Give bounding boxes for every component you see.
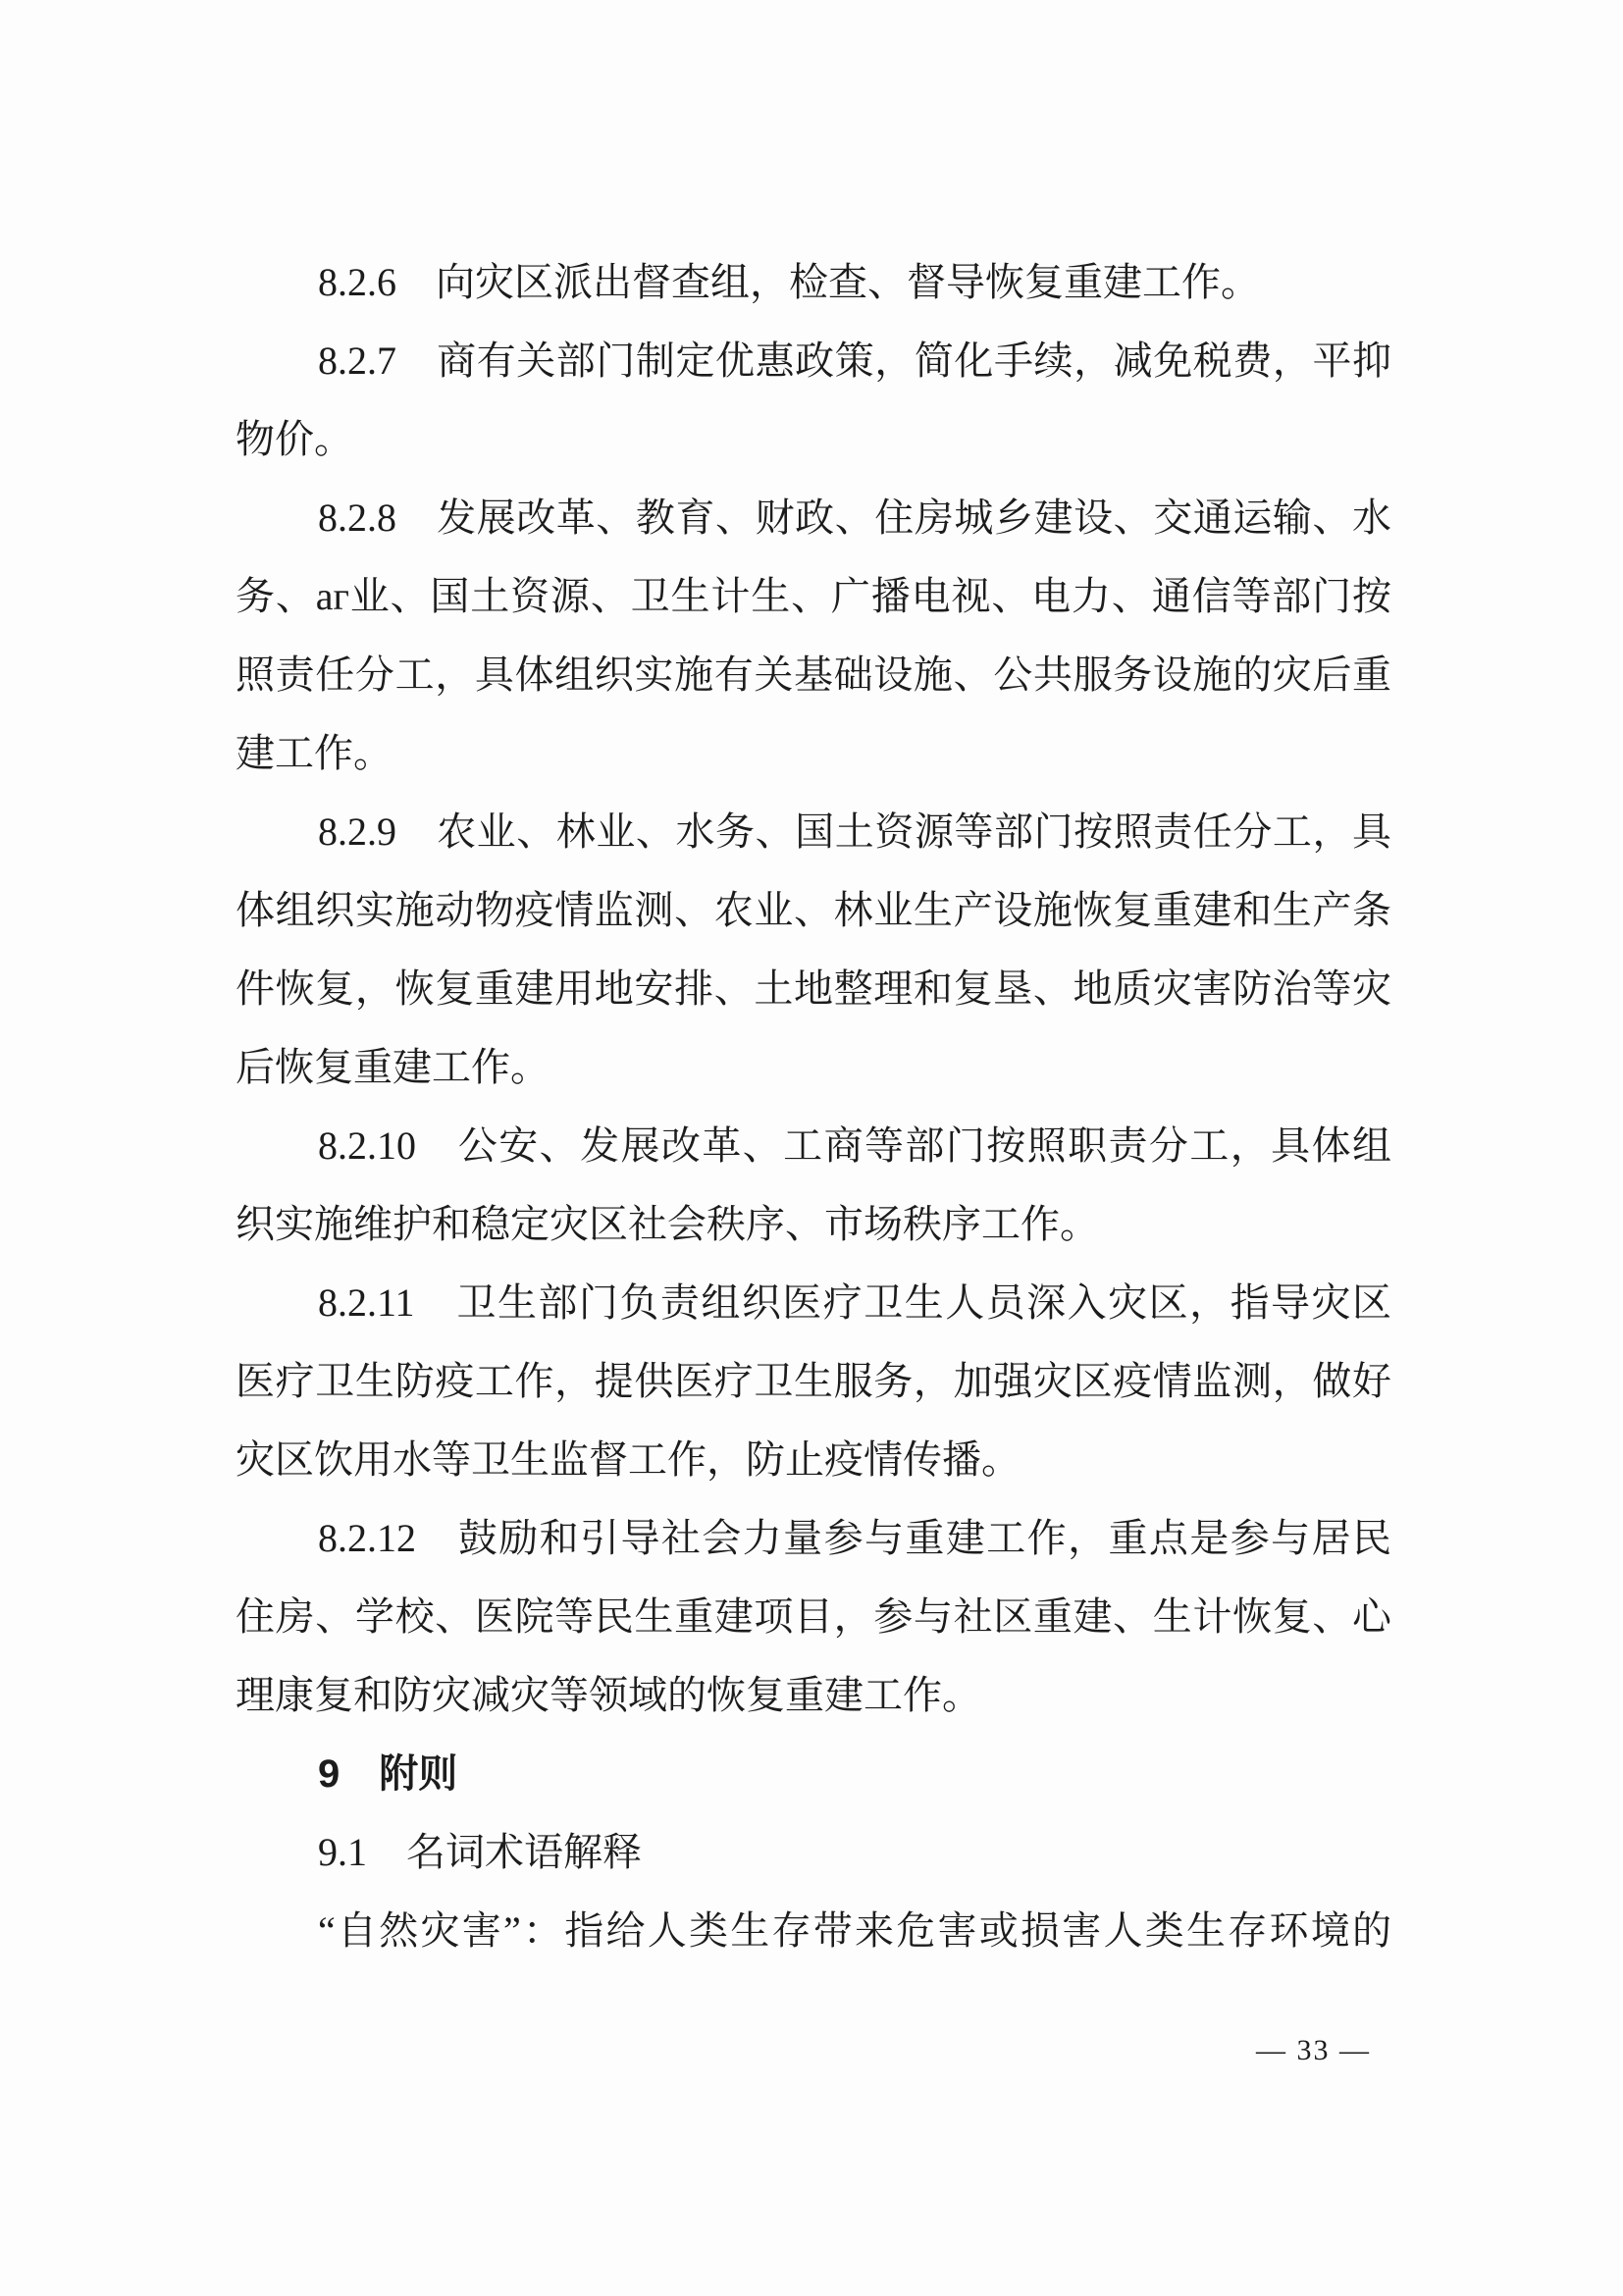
section-9-heading: 9 附则 (318, 1752, 458, 1796)
section-9-1-heading: 9.1 名词术语解释 (318, 1830, 642, 1874)
clause-8-2-10-line-1: 8.2.10 公安、发展改革、工商等部门按照职责分工，具体组 (318, 1123, 1391, 1168)
clause-8-2-6: 8.2.6 向灾区派出督查组，检查、督导恢复重建工作。 (318, 260, 1260, 304)
page-number: — 33 — (1256, 2034, 1371, 2066)
clause-8-2-8-line-4: 建工作。 (236, 731, 393, 775)
clause-8-2-8-line-1: 8.2.8 发展改革、教育、财政、住房城乡建设、交通运输、水 (318, 496, 1391, 540)
clause-8-2-12-line-1: 8.2.12 鼓励和引导社会力量参与重建工作，重点是参与居民 (318, 1516, 1391, 1560)
clause-8-2-7-line-1: 8.2.7 商有关部门制定优惠政策，简化手续，减免税费，平抑 (318, 339, 1391, 383)
clause-8-2-9-line-1: 8.2.9 农业、林业、水务、国土资源等部门按照责任分工，具 (318, 809, 1391, 854)
clause-8-2-12-line-3: 理康复和防灾减灾等领域的恢复重建工作。 (236, 1673, 981, 1717)
clause-8-2-8-line-3: 照责任分工，具体组织实施有关基础设施、公共服务设施的灾后重 (236, 652, 1391, 697)
clause-8-2-11-line-2: 医疗卫生防疫工作，提供医疗卫生服务，加强灾区疫情监测，做好 (236, 1359, 1391, 1403)
definition-natural-disaster-line-1: “自然灾害”：指给人类生存带来危害或损害人类生存环境的 (318, 1908, 1391, 1953)
document-lines (236, 243, 1391, 1970)
clause-8-2-9-line-4: 后恢复重建工作。 (236, 1045, 550, 1089)
clause-8-2-12-line-2: 住房、学校、医院等民生重建项目，参与社区重建、生计恢复、心 (236, 1594, 1391, 1639)
clause-8-2-11-line-1: 8.2.11 卫生部门负责组织医疗卫生人员深入灾区，指导灾区 (318, 1280, 1391, 1325)
clause-8-2-10-line-2: 织实施维护和稳定灾区社会秩序、市场秩序工作。 (236, 1202, 1099, 1246)
clause-8-2-9-line-2: 体组织实施动物疫情监测、农业、林业生产设施恢复重建和生产条 (236, 888, 1391, 932)
clause-8-2-11-line-3: 灾区饮用水等卫生监督工作，防止疫情传播。 (236, 1437, 1021, 1482)
clause-8-2-7-line-2: 物价。 (236, 417, 353, 461)
clause-8-2-9-line-3: 件恢复，恢复重建用地安排、土地整理和复垦、地质灾害防治等灾 (236, 966, 1391, 1011)
clause-8-2-8-line-2: 务、аг业、国土资源、卫生计生、广播电视、电力、通信等部门按 (236, 574, 1391, 618)
